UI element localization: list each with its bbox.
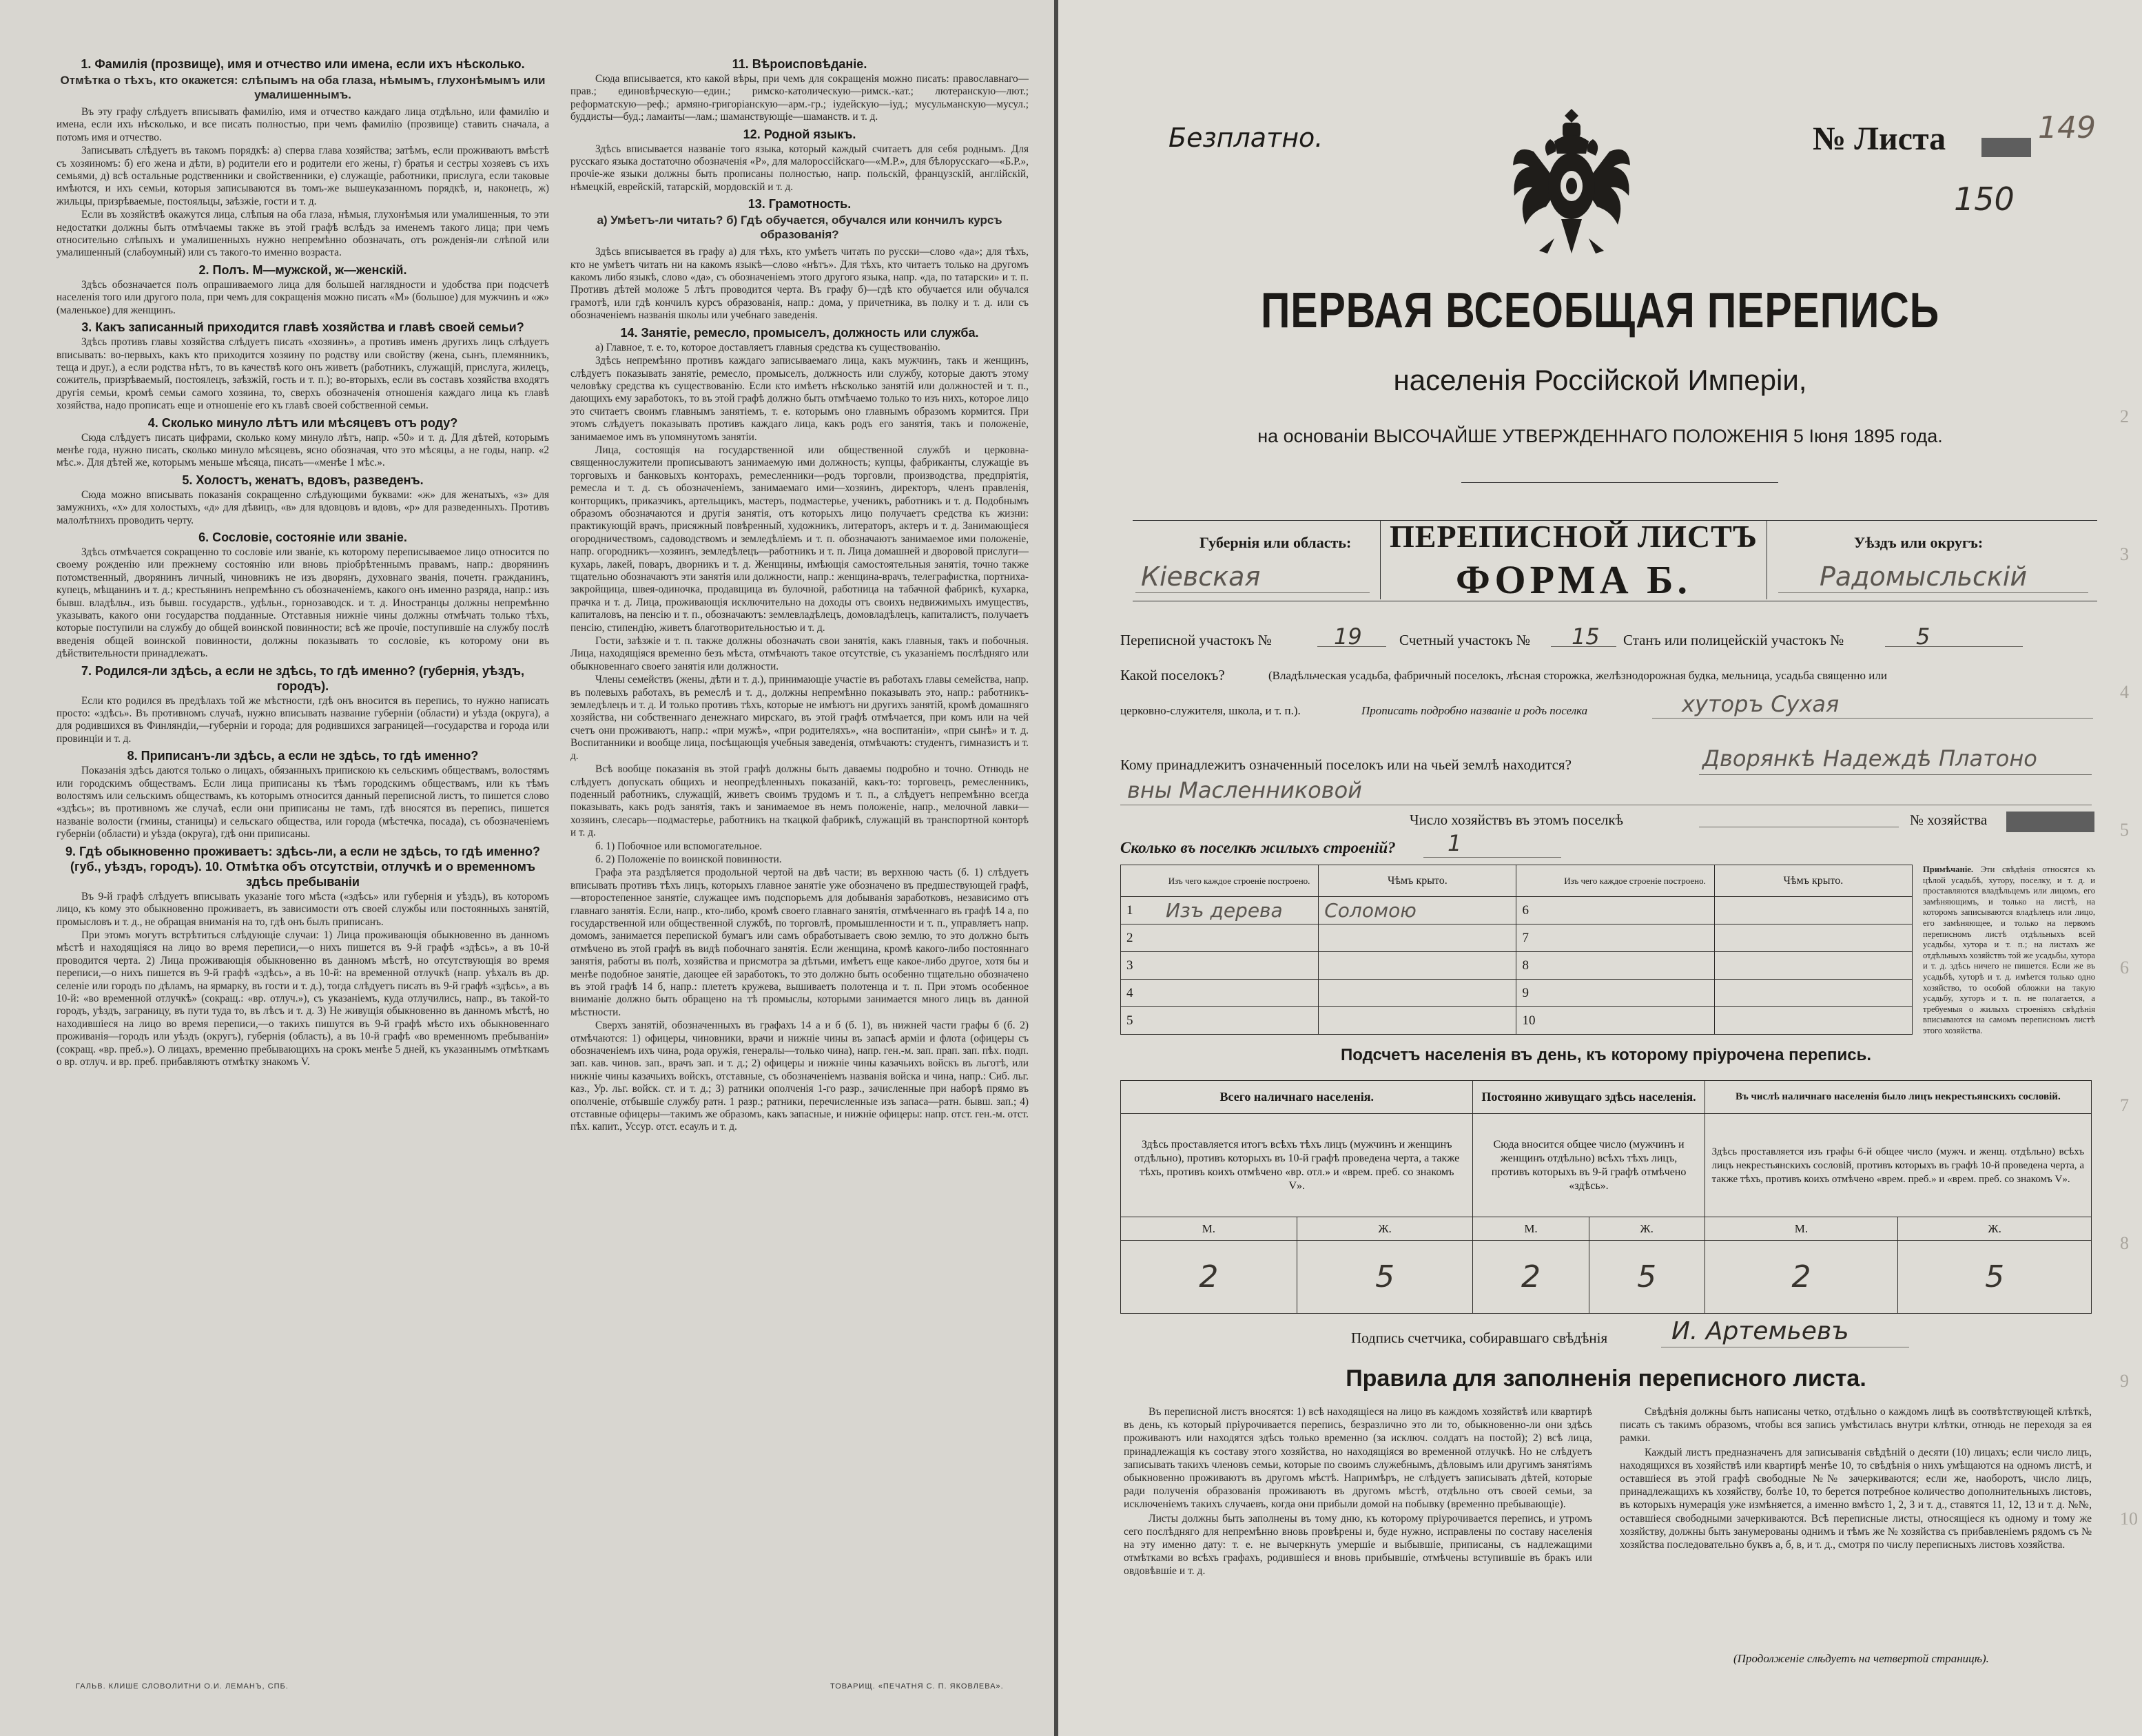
census-title: ПЕРВАЯ ВСЕОБЩАЯ ПЕРЕПИСЬ [1261, 283, 1939, 338]
census-subtitle: населенiя Россiйской Имперiи, [1393, 364, 1807, 396]
resident-male-count: 2 [1473, 1241, 1589, 1314]
stan-value: 5 [1916, 623, 1930, 650]
margin-number: 10 [2120, 1509, 2138, 1529]
row-number: 10 [1516, 1007, 1556, 1035]
instruction-paragraph: Сверхъ занятiй, обозначенныхъ въ графахъ 14 а и б (б. 1), въ нижней части графы б (б. 2) отмѣчаются: 1) офицеры, чиновники, врачи и нижнiе чины въ запасѣ армiи и флота (офицеры съ обозначенiемъ ихъ чина, рода оружiя, генералы—только чина), напр. ген.-м. зап. прап. зап. пѣх. подп. зап. кав. чинов. зап., врачъ зап. и т. д.; 2) офицеры и нижнiе чины казачьихъ войскъ въ льготѣ, или нижнiе чины казачьихъ войскъ, отставные, съ обозначенiемъ названiя войска и чина, напр.: Сиб. льг. каз., Ур. льг. войск. ст. и т. д.; 3) ратники ополченiя 1-го разр., зачисленные при наборѣ прямо въ ополченiе, отбывшiе службу ратн. 1 разр.; ратники, перечисленные изъ запаса—ратн. бывш. зап.; 4) отставные офицеры—такимъ же образомъ, какъ запасные, и нижнiе офицеры: напр. отст. ген.-м. отст. пѣх. капит., Уссур. отст. есаулъ и т. д. [570, 1020, 1029, 1133]
sheet-number-value: 150 [1954, 180, 2015, 218]
margin-number: 3 [2120, 544, 2129, 564]
present-male-count: 2 [1121, 1241, 1297, 1314]
margin-number: 8 [2120, 1233, 2129, 1253]
building-roof: Соломою [1319, 897, 1516, 924]
instructions-column-1 [56, 54, 549, 1666]
legal-basis: на основанiи ВЫСОЧАЙШЕ УТВЕРЖДЕННАГО ПОЛОЖЕНIЯ 5 Iюня 1895 года. [1257, 426, 1943, 446]
building-material [1556, 980, 1714, 1007]
uezd-value: Радомысльскiй [1820, 561, 2028, 592]
instruction-paragraph: Записывать слѣдуетъ въ такомъ порядкѣ: а) сперва глава хозяйства; затѣмъ, если проживаютъ вмѣстѣ съ хозяиномъ: б) его жена и дѣти, в) родители его и родители его жены, г) братья и сестры хозяевъ съ ихъ семьями, д) всѣ остальные родственники и свойственники, е) служащiе, работники, прислуга, если таковые имѣются, и ихъ семьи, которыя записываются въ томъ-же вышеуказанномъ порядкѣ, и, наконецъ, ж) жильцы, призрѣваемые, постояльцы, заѣзжiе, гости и т. д. [56, 145, 549, 207]
count-col-present-text: Здѣсь проставляется итогъ всѣхъ тѣхъ лицъ (мужчинъ и женщинъ отдѣльно), противъ которыхъ въ 10-й графѣ проведена черта, а также тѣхъ, противъ коихъ отмѣчено «вр. отл.» и «врем. преб. со знакомъ V». [1121, 1114, 1473, 1217]
rules-title: Правила для заполненiя переписного листа. [1346, 1365, 1866, 1392]
instruction-paragraph: Здѣсь обозначается полъ опрашиваемого лица для большей наглядности и удобства при подсчетѣ населенiя того или другого пола, при чемъ для сокращенiя можно писать «М» (большое) для мужчинъ и «ж» (маленькое) для женщинъ. [56, 278, 549, 316]
row-number: 6 [1516, 897, 1556, 924]
redacted-box [2006, 812, 2094, 832]
building-roof [1319, 952, 1516, 980]
instruction-paragraph: Лица, состоящiя на государственной или общественной службѣ и церковна-священнослужители прописываютъ занимаемую ими должность; купцы, фабриканты, служащiе въ торговыхъ и банковыхъ конторахъ, ремесленники—родъ торговли, производства, предпрiятiя, ремесла и т. д. съ обозначенiемъ, занимаемаго ими—хозяинъ, директоръ, членъ правленiя, конторщикъ, приказчикъ, артельщикъ, мастеръ, подмастерье, ученикъ, работникъ и т. д. Подобнымъ образомъ обозначаются и другiя занятiя, отъ которыхъ лицо получаетъ средства къ жизни: практикующiй врачъ, присяжный повѣренный, художникъ, литераторъ, актеръ и т. д. Занимающiеся огородничествомъ, садоводствомъ и земледѣлiемъ и т. п. обозначаютъ занимаемое ими положенiе, напр. огородникъ—хозяинъ, земледѣлецъ—работникъ и т. п. Лица домашней и дворовой прислуги—кухарь, лакей, поваръ, дворникъ и т. д. Женщины, имѣющiя самостоятельныя занятiя, точно также тщательно обозначаютъ эти занятiя или должности, напр.: женщина-врачъ, телеграфистка, портниха-закройщица, швея-одиночка, продавщица въ булочной, работница на табачной фабрикѣ, кухарка, прачка и т. д. Лица, проживающiя исключительно на доходы отъ своихъ недвижимыхъ имуществъ, капиталовъ, на пенсiю и т. п., обозначаютъ: землевладѣлецъ, домовладѣлецъ, капиталистъ, получаетъ пенсiю, стипендiю, живетъ благотворительностью и т. д. [570, 444, 1029, 634]
margin-number: 7 [2120, 1095, 2129, 1115]
count-col-resident-text: Сюда вносится общее число (мужчинъ и женщинъ отдѣльно) всѣхъ тѣхъ лицъ, противъ которыхъ въ 9-й графѣ отмѣчено «здѣсь». [1473, 1114, 1705, 1217]
household-number-label: № хозяйства [1910, 812, 1988, 828]
instruction-paragraph: При этомъ могутъ встрѣтиться слѣдующiе случаи: 1) Лица проживающiя обыкновенно въ данномъ мѣстѣ и находящiяся на лицо во время переписи,—о нихъ пишется въ 9-й графѣ «здѣсь», а въ 10-й проводится черта. 2) Лица проживающiя обыкновенно въ данномъ мѣстѣ, но отсутствующiя во время переписи,—о нихъ пишется въ 9-й графѣ «здѣсь», а въ 10-й: на временной отлучкѣ (напр. уѣхалъ въ др. селенiе или городъ по дѣламъ, на ярмарку, въ гости и т. д.), тогда слѣдуетъ писать въ 9-й графѣ «здѣсь», а въ 10-й: «во временной отлучкѣ» (сокращ.: «вр. отлуч.»), съ указанiемъ, куда отлучились, напр., въ такой-то городъ, уѣздъ, заграницу, въ пути туда то, въ лѣсъ и т. д. 3) Не живущiя обыкновенно въ данномъ мѣстѣ, но находившiеся на лицо во время переписи,—о такихъ пишутся въ 9-й графѣ мѣсто ихъ обыкновеннаго проживанiя—городъ или уѣздъ (округъ), губернiя (область), а въ 10-й графѣ «во временномъ пребыванiи» (сокращ. «вр. преб.»). О лицахъ, временно пребывающихъ на срокъ менѣе 5 дней, къ указаннымъ отмѣткамъ о вр. отлуч. и вр. преб. прибавляютъ отмѣтку знакомъ V. [56, 929, 549, 1068]
instruction-heading: 5. Холостъ, женатъ, вдовъ, разведенъ. [182, 473, 424, 487]
instruction-paragraph: Здѣсь непремѣнно противъ каждаго записываемаго лица, какъ мужчинъ, такъ и женщинъ, слѣдуетъ показывать занятiе, ремесло, промыселъ, должность или службу, которые даютъ этому человѣку средства къ существованiю. Если кто имѣетъ нѣсколько занятiй или должностей и т. п., дающихъ ему заработокъ, то въ этой графѣ должно быть отмѣчаемо только то изъ нихъ, которое лицо это считаетъ своимъ главнымъ занятiемъ, т. е. которымъ оно главнымъ образомъ кормится. При этомъ слѣдуетъ показывать противъ каждаго лица, какъ родъ его занятiя, такъ и положенiе, занимаемое имъ въ упомянутомъ занятiи. [570, 355, 1029, 443]
count-col-resident-title: Постоянно живущаго здѣсь населенiя. [1473, 1081, 1705, 1114]
m-label: М. [1705, 1217, 1898, 1241]
instruction-paragraph: б. 1) Побочное или вспомогательное. [595, 840, 763, 852]
count-plot-value: 15 [1572, 623, 1600, 650]
row-number: 7 [1516, 924, 1556, 952]
instructions-column-2 [570, 54, 1029, 1666]
m-label: М. [1121, 1217, 1297, 1241]
f-label: Ж. [1589, 1217, 1705, 1241]
instruction-heading: 11. Вѣроисповѣданiе. [732, 57, 867, 71]
settlement-hint-3: Прописать подробно названiе и родъ поселка [1361, 704, 1588, 717]
instruction-paragraph: Всѣ вообще показанiя въ этой графѣ должны быть даваемы подробно и точно. Отнюдь не слѣдуетъ допускать общихъ и неопредѣленныхъ показанiй, какъ-то: торговецъ, ремесленникъ, поденный работникъ, служащiй, живетъ своимъ трудомъ и т. п., а слѣдуетъ непремѣнно всегда показывать, какъ родъ занятiя, такъ и занимаемое въ немъ положенiе, напр., мелочной лавки—хозяинъ, слесарь—подмастерье, работникъ на ткацкой фабрикѣ, служащiй въ транспортной конторѣ и т. д. [570, 763, 1029, 839]
sheet-title: ПЕРЕПИСНОЙ ЛИСТЪ [1389, 519, 1758, 554]
instruction-paragraph: б. 2) Положенiе по воинской повинности. [595, 853, 782, 865]
printer-imprint-left: ГАЛЬВ. КЛИШЕ СЛОВОЛИТНИ О.И. ЛЕМАНЪ, СПБ. [76, 1682, 289, 1691]
stan-label: Станъ или полицейскiй участокъ № [1623, 632, 1844, 648]
building-material [1556, 924, 1714, 952]
instruction-heading: 4. Сколько минуло лѣтъ или мѣсяцевъ отъ роду? [147, 415, 458, 430]
settlement-label: Какой поселокъ? [1120, 667, 1225, 683]
imperial-eagle-icon [1506, 103, 1637, 269]
rules-left: Въ переписной листъ вносятся: 1) всѣ находящiеся на лицо въ каждомъ хозяйствѣ или квартирѣ въ день, къ который прiурочивается перепись, безразлично это ли то, обыкновенно-ли они здѣсь проживаютъ или находятся здѣсь только временно (за исключ. солдатъ на постой); 2) всѣ лица, принадлежащiя къ составу этого хозяйства, но находящiяся во временной отлучкѣ. Но не слѣдуетъ записывать такихъ членовъ семьи, которые по своимъ служебнымъ, дѣловымъ или другимъ занятiямъ обыкновенно проживаютъ въ другомъ мѣстѣ. Напримѣръ, не слѣдуетъ записывать дѣтей, которые ради полученiя образованiя проживаютъ въ другомъ мѣстѣ, отдѣльно отъ своей семьи, за исключенiемъ такихъ случаевъ, когда они прибыли домой на побывку (временно пребывающiе). Листы должны быть заполнены въ тому дню, къ которому прiурочивается перепись, и утромъ сего послѣдняго для непремѣнно вновь провѣрены и, буде нужно, исправлены по составу населенiя на эту именно дату: т. е. не вычеркнуть умершiе и выбывшiе, приписаны, съ надлежащими отмѣтками во всѣхъ графахъ, родившiеся и вновь прибывшiе, отмѣчены вступившiе въ бракъ или овдовѣвшiе и т. д. [1124, 1406, 1592, 1578]
instruction-paragraph: Здѣсь противъ главы хозяйства слѣдуетъ писать «хозяинъ», а противъ именъ другихъ лицъ слѣдуетъ вписывать: во-первыхъ, какъ кто приходится хозяину по родству или свойству (жена, сынъ, племянникъ, теща и друг.), а если родства нѣтъ, то въ качествѣ кого онъ живетъ (работникъ, служащiй, прислуга, жилецъ, сожитель, призрѣваемый, постоялецъ, заѣзжiй, гость и т. п.); во-вторыхъ, если въ составъ хозяйства входятъ другiя семьи, кромѣ семьи самого хозяина, то, сверхъ обозначенiя отношенiя каждаго лица къ главѣ хозяйства, надо прописать еще и отношенiе его къ главѣ своей собственной семьи. [56, 336, 549, 412]
rules-right: Свѣдѣнiя должны быть написаны четко, отдѣльно о каждомъ лицѣ въ соотвѣтствующей клѣткѣ, писать съ такимъ образомъ, чтобы вся запись умѣстилась внутри клѣтки, отнюдь не переходя за ея рамки. Каждый листъ предназначенъ для записыванiя свѣдѣнiй о десяти (10) лицахъ; если число лицъ, находящихся въ хозяйствѣ или квартирѣ менѣе 10, то свѣдѣнiя о нихъ умѣщаются на одномъ листѣ, и оставшiеся въ этой графѣ свободные №№ зачеркиваются; если же, наоборотъ, число лицъ, принадлежащихъ къ хозяйству, болѣе 10, то берется потребное количество дополнительныхъ листовъ, въ которыхъ нумерацiя уже измѣняется, а именно вмѣсто 1, 2, 3 и т. д., ставятся 11, 12, 13 и т. д. №№, оставшiеся свободными зачеркиваются. Всѣ переписные листы, относящiеся къ одному и тому же хозяйству, должны быть занумерованы однимъ и тѣмъ же № хозяйства съ прибавленiемъ рядомъ съ № хозяйства последовательно буквъ а, б, в, и т. д., смотря по числу переписныхъ листовъ хозяйства. [1620, 1406, 2092, 1551]
row-number: 2 [1121, 924, 1160, 952]
instruction-paragraph: Графа эта раздѣляется продольной чертой на двѣ части; въ верхнюю часть (б. 1) слѣдуетъ вписывать противъ тѣхъ лицъ, которыхъ главное занятiе уже обозначено въ предшествующей графѣ,—второстепенное занятiе, служащее имъ подспорьемъ для добыванiя заработковъ, независимо отъ главнаго занятiя. Если, напр., кто-либо, кромѣ своего главнаго занятiя, отмѣченнаго въ графѣ 14 а, по государственной или общественной службѣ, по торговлѣ, промышленности и т. п., управляетъ напр. домомъ, занимается перепиской бумагъ или самъ обработываетъ свою землю, то это должно быть отмѣчено въ этой графѣ въ видѣ побочнаго занятiя. Если женщина, кромѣ какого-либо постояннаго занятiя, работы въ полѣ, хозяйства и присмотра за дѣтьми, имѣетъ еще какое-либо другое, хотя бы и менѣе подобное занятiе, дающее ей заработокъ, то это должно быть особенно тщательно обозначено въ этой графѣ 14 б, напр.: плететъ кружева, вышиваетъ полотенца и т. п. При этомъ особенное вниманiе должно быть обращено на тѣ промыслы, которыми занимается много лицъ въ данной мѣстности. [570, 867, 1029, 1018]
form-title: ФОРМА Б. [1456, 557, 1691, 602]
table-row [1121, 897, 1913, 924]
count-col-present-title: Всего наличнаго населенiя. [1121, 1081, 1473, 1114]
building-material [1556, 897, 1714, 924]
margin-number: 4 [2120, 682, 2129, 702]
census-plot-label: Переписной участокъ № [1120, 632, 1272, 648]
count-col-noncrest-title: Въ числѣ наличнаго населенiя было лицъ некрестьянскихъ сословiй. [1705, 1081, 2091, 1114]
instruction-heading: 8. Приписанъ-ли здѣсь, а если не здѣсь, то гдѣ именно? [127, 749, 479, 763]
count-title: Подсчетъ населенiя въ день, къ которому прiурочена перепись. [1341, 1046, 1871, 1064]
settlement-hint: (Владѣльческая усадьба, фабричный поселокъ, лѣсная сторожка, желѣзнодорожная будка, мельница, усадьба священно или [1268, 669, 1887, 682]
table-row [1121, 924, 1913, 952]
redacted-box [1981, 138, 2031, 157]
gubernia-label: Губернiя или область: [1199, 534, 1352, 551]
table-row [1121, 980, 1913, 1007]
margin-number: 2 [2120, 406, 2129, 426]
building-roof [1714, 1007, 1912, 1035]
buildings-table [1120, 865, 1913, 1035]
f-label: Ж. [1898, 1217, 2092, 1241]
instruction-heading: 12. Родной языкъ. [743, 127, 856, 141]
instruction-paragraph: Въ 9-й графѣ слѣдуетъ вписывать указанiе того мѣста («здѣсь» или губернiя и уѣздъ), въ которомъ лицо, къ кому это обыкновенно проживаетъ, въ зависимости отъ своей службы или постоянныхъ занятiй, промысловъ и т. д., не обращая вниманiя на то, гдѣ онъ былъ приписанъ. [56, 890, 549, 928]
sheet-number-label: № Листа [1813, 121, 1946, 157]
census-plot-value: 19 [1334, 623, 1362, 650]
building-material [1556, 952, 1714, 980]
building-material [1160, 952, 1319, 980]
households-label: Число хозяйствъ въ этомъ поселкѣ [1410, 812, 1623, 828]
owner-label: Кому принадлежитъ означенный поселокъ или на чьей землѣ находится? [1120, 756, 1572, 773]
printer-imprint-right: ТОВАРИЩ. «ПЕЧАТНЯ С. П. ЯКОВЛЕВА». [830, 1682, 1004, 1691]
instruction-paragraph: Въ эту графу слѣдуетъ вписывать фамилiю, имя и отчество каждаго лица отдѣльно, или фамилiю и имена, если ихъ нѣсколько, и все писать полностью, при чемъ фамилiю (прозвище) ставить сначала, а потомъ имя и отчество. [56, 106, 549, 143]
count-col-noncrest-text: Здѣсь проставляется изъ графы 6-й общее число (мужч. и женщ. отдѣльно) всѣхъ лицъ некрестьянскихъ сословiй, противъ которыхъ въ графѣ 10-й проведена черта, а также тѣхъ, противъ коихъ отмѣчено «врем. преб.» и «врем. преб. со знакомъ V». [1705, 1114, 2091, 1217]
building-material [1160, 1007, 1319, 1035]
instruction-heading: 13. Грамотность. [748, 197, 852, 211]
gubernia-value: Кiевская [1141, 561, 1261, 592]
settlement-hint-2: церковно-служителя, школа, и т. п.). [1120, 704, 1301, 717]
instruction-paragraph: а) Главное, т. е. то, которое доставляетъ главныя средства къ существованiю. [595, 341, 940, 353]
instruction-paragraph: Здѣсь отмѣчается сокращенно то сословiе или званiе, къ которому переписываемое лицо относится по своему рожденiю или прежнему состоянiю или вновь прiобрѣтеннымъ правамъ, напр.: дворянинъ потомственный, дворянинъ личный, чиновникъ не изъ дворянъ, духовнаго званiя, почетн. гражданинъ, купецъ, мѣщанинъ и т. д.; крестьянинъ непремѣнно съ обозначенiемъ, какого онъ именно разряда, напр.: изъ бывш. владѣльч., изъ бывш. государств., удѣльн., горнозаводск. и т. д. Иностранцы должны непремѣнно указывать, какого они государства подданные. Отставныя нижнiе чины должны отмѣчать только тѣхъ, которые поступили на службу до общей воинской повинности; всѣ же прочiе, поступившiе на службу послѣ введенiя общей воинской повинности, должны показывать то сословiе, къ которому они въ дѣйствительности принадлежатъ. [56, 546, 549, 660]
margin-number: 9 [2120, 1371, 2129, 1391]
f-label: Ж. [1297, 1217, 1473, 1241]
m-label: М. [1473, 1217, 1589, 1241]
building-material: Изъ дерева [1160, 897, 1319, 924]
instruction-heading: 9. Гдѣ обыкновенно проживаетъ: здѣсь-ли, а если не здѣсь, то гдѣ именно? (губ., уѣздъ, городъ). 10. Отмѣтка объ отсутствiи, отлучкѣ и о временномъ здѣсь пребыванiи [65, 844, 540, 889]
population-count-table [1120, 1080, 2092, 1314]
instruction-heading: 3. Какъ записанный приходится главѣ хозяйства и главѣ своей семьи? [81, 320, 524, 335]
census-form-page [1058, 0, 2142, 1736]
instruction-heading: 6. Сословiе, состоянiе или званiе. [198, 530, 407, 544]
instruction-paragraph: Здѣсь вписывается названiе того языка, который каждый считаетъ для себя роднымъ. Для русскаго языка достаточно обозначенiя «Р», для малороссiйскаго—«М.Р.», для бѣлорусскаго—«Б.Р.», прочiе-же языки должны быть прописаны полностью, напр. польскiй, французскiй, англiйскiй, нѣмецкiй, еврейскiй, татарскiй, мордовскiй и т. д. [570, 143, 1029, 193]
owner-value-1: Дворянкѣ Надеждѣ Платоно [1702, 745, 2037, 772]
count-plot-label: Счетный участокъ № [1399, 632, 1531, 648]
instruction-heading: 14. Занятiе, ремесло, промыселъ, должность или служба. [620, 325, 979, 340]
buildings-note: Примѣчанiе. Эти свѣдѣнiя относятся къ цѣлой усадьбѣ, хутору, поселку, и т. д. и проставляются владѣльцемъ или лицомъ, его замѣняющимъ, и только на листѣ, на которомъ записываются владѣлецъ или лицо, его замѣняющее, и только на первомъ переписномъ листѣ отдѣльныхъ всей усадьбы, хутора и т. п.; на листахъ же отдѣльныхъ хозяйствъ той же усадьбы, хутора и т. д. здѣсь ничего не пишется. Если же въ усадьбѣ, хуторѣ и т. д. имѣется только одно хозяйство, то особой обложки на такую усадьбу, хуторъ и т. п. не полагается, а требуемыя о жилыхъ строенiяхъ свѣдѣнiя вписываются на самомъ переписномъ листѣ этого хозяйства. [1923, 865, 2095, 1035]
settlement-value: хуторъ Сухая [1682, 691, 1840, 717]
building-material [1556, 1007, 1714, 1035]
noncrest-female-count: 5 [1898, 1241, 2092, 1314]
present-female-count: 5 [1297, 1241, 1473, 1314]
instruction-paragraph: Сюда можно вписывать показанiя сокращенно слѣдующими буквами: «ж» для женатыхъ, «з» для замужнихъ, «х» для холостыхъ, «д» для дѣвицъ, «в» для вдовцовъ и вдовъ, «р» для разведенныхъ. Противъ малолѣтнихъ проводить черту. [56, 488, 549, 526]
margin-number: 6 [2120, 958, 2129, 978]
building-roof [1319, 980, 1516, 1007]
table-row [1121, 1007, 1913, 1035]
row-number: 4 [1121, 980, 1160, 1007]
noncrest-male-count: 2 [1705, 1241, 1898, 1314]
bt-head-roof-left: Чѣмъ крыто. [1319, 865, 1516, 897]
instruction-paragraph: Если въ хозяйствѣ окажутся лица, слѣпыя на оба глаза, нѣмыя, глухонѣмыя или умалишенныя, то эти недостатки должны быть отмѣчаемы также въ этой графѣ вслѣдъ за именемъ такого лица; при чемъ относительно слѣпыхъ и умалишенныхъ нужно непремѣнно обозначать, отъ рожденiя-ли слѣпой или умалишенный (слабоумный) или съ такого-то именно возраста. [56, 209, 549, 259]
uezd-label: Уѣздъ или округъ: [1854, 534, 1984, 551]
row-number: 1 [1121, 897, 1160, 924]
instruction-subheading: а) Умѣетъ-ли читать? б) Гдѣ обучается, обучался или кончилъ курсъ образованiя? [597, 214, 1002, 242]
instruction-paragraph: Если кто родился въ предѣлахъ той же мѣстности, гдѣ онъ вносится въ перепись, то нужно написать просто: «здѣсь». Въ противномъ случаѣ, нужно вписывать название губернiи (области) и уѣзда (округа), а для родившихся въ Финляндiи,—губернiи и города; для родившихся заграницей—государства и города или провинцiи и т. д. [56, 694, 549, 745]
instruction-heading: 1. Фамилiя (прозвище), имя и отчество или имена, если ихъ нѣсколько. [81, 57, 525, 71]
instructions-page [0, 0, 1054, 1736]
building-material [1160, 980, 1319, 1007]
row-number: 5 [1121, 1007, 1160, 1035]
continued-note: (Продолженiе слѣдуетъ на четвертой страницѣ). [1733, 1652, 1989, 1665]
signature-value: И. Артемьевъ [1671, 1317, 1849, 1345]
title-divider [1461, 482, 1778, 483]
instruction-paragraph: Показанiя здѣсь даются только о лицахъ, обязанныхъ припискою къ сельскимъ обществамъ, волостямъ или городскимъ обществамъ. Если лица приписаны къ тѣмъ городскимъ обществамъ, или къ тѣмъ волостямъ или сельскимъ обществамъ, къ которымъ относится данный переписной листъ, то пишется слово «здѣсь»; въ противномъ же случаѣ, если они приписаны не тамъ, гдѣ вносятся въ перепись, пишется названiе волости (гмины, станицы) и сельскаго общества, или города (мѣстечка, посада), съ обозначенiемъ губернiи (области) и уѣзда (округа), гдѣ они приписаны. [56, 765, 549, 840]
bt-head-roof-right: Чѣмъ крыто. [1714, 865, 1912, 897]
building-roof [1319, 1007, 1516, 1035]
instruction-heading: 7. Родился-ли здѣсь, а если не здѣсь, то гдѣ именно? (губернiя, уѣздъ, городъ). [81, 663, 524, 693]
bt-head-material-left: Изъ чего каждое строенiе построено. [1160, 865, 1319, 897]
instruction-subheading: Отмѣтка о тѣхъ, кто окажется: слѣпымъ на оба глаза, нѣмымъ, глухонѣмымъ или умалишеннымъ. [60, 74, 546, 101]
building-roof [1714, 924, 1912, 952]
row-number: 3 [1121, 952, 1160, 980]
instruction-paragraph: Сюда слѣдуетъ писать цифрами, сколько кому минуло лѣтъ, напр. «50» и т. д. Для дѣтей, которымъ менѣе года, нужно писать, сколько минуло мѣсяцевъ, ясно обозначая, что это мѣсяцы, а не годы, напр. «2 мѣс.». Для дѣтей же, которымъ меньше мѣсяца, писать—«менѣе 1 мѣс.». [56, 431, 549, 469]
building-roof [1714, 952, 1912, 980]
resident-female-count: 5 [1589, 1241, 1705, 1314]
margin-number: 5 [2120, 820, 2129, 840]
building-material [1160, 924, 1319, 952]
instruction-paragraph: Члены семействъ (жены, дѣти и т. д.), принимающiе участiе въ работахъ главы семейства, напр. въ полевыхъ работахъ, въ ремеслѣ и т. д., должны непремѣнно показывать это, напр.: работникъ-земледѣлецъ и т. д. И только противъ тѣхъ, которые не имѣютъ ни другихъ занятiй, кромѣ домашняго хозяйства, ни собственнаго денежнаго мирскаго, въ этой графѣ отмѣчается, при комъ или на чей счетъ они проживаютъ, напр.: «при мужѣ», «при родителяхъ», «на воспитанiи», «при сынѣ» и т. д. Воспитанники и вообще лица, посѣщающiя учебныя заведенiя, отмѣчаютъ: студентъ, гимназистъ и т. д. [570, 674, 1029, 762]
instruction-heading: 2. Полъ. М—мужской, ж—женскiй. [198, 262, 407, 277]
bt-head-material-right: Изъ чего каждое строенiе построено. [1556, 865, 1714, 897]
row-number: 8 [1516, 952, 1556, 980]
owner-value-2: вны Масленниковой [1127, 777, 1362, 803]
row-number: 9 [1516, 980, 1556, 1007]
margin-row-numbers [2117, 0, 2142, 1736]
pencil-page-number: 149 [2038, 110, 2096, 145]
signature-label: Подпись счетчика, собиравшаго свѣдѣнiя [1351, 1330, 1608, 1346]
buildings-value: 1 [1448, 830, 1462, 856]
free-label: Безплатно. [1168, 123, 1324, 153]
table-row [1121, 952, 1913, 980]
buildings-label: Сколько въ поселкѣ жилыхъ строенiй? [1120, 839, 1396, 856]
building-roof [1319, 924, 1516, 952]
building-roof [1714, 897, 1912, 924]
building-roof [1714, 980, 1912, 1007]
instruction-paragraph: Гости, заѣзжiе и т. п. также должны обозначать свои занятiя, какъ главныя, такъ и побочныя. Лица, находящiяся временно безъ мѣста, отмѣчаютъ такое отсутствiе, съ указанiемъ послѣдняго или обыкновеннаго своего занятiя или должности. [570, 635, 1029, 672]
instruction-paragraph: Сюда вписывается, кто какой вѣры, при чемъ для сокращенiя можно писать: православнаго—прав.; единовѣрческую—един.; римско-католическую—римск.-кат.; лютеранскую—лют.; реформатскую—реф.; армяно-григорiанскую—арм.-гр.; iудейскую—iуд.; мусульманскую—мусул.; буддисты—буд.; ламаиты—лам.; шаманствующiе—шаманств. и т. д. [570, 73, 1029, 123]
instruction-paragraph: Здѣсь вписывается въ графу а) для тѣхъ, кто умѣетъ читать по русски—слово «да»; для тѣхъ, кто не умѣетъ читать ни на какомъ языкѣ—слово «нѣтъ». Для тѣхъ, кто читаетъ только на другомъ какомъ либо языкѣ, слово «да», съ обозначенiемъ этого другого языка, напр. «да, по татарски» и т. п. Противъ дѣтей моложе 5 лѣтъ проводится черта. Въ графу б)—гдѣ кто обучается или обучался грамотѣ, или гдѣ кончилъ курсъ образованiя, напр.: дома, у причетника, въ полку и т. д. или съ обозначенiемъ названiя школы или учебнаго заведенiя. [570, 246, 1029, 322]
